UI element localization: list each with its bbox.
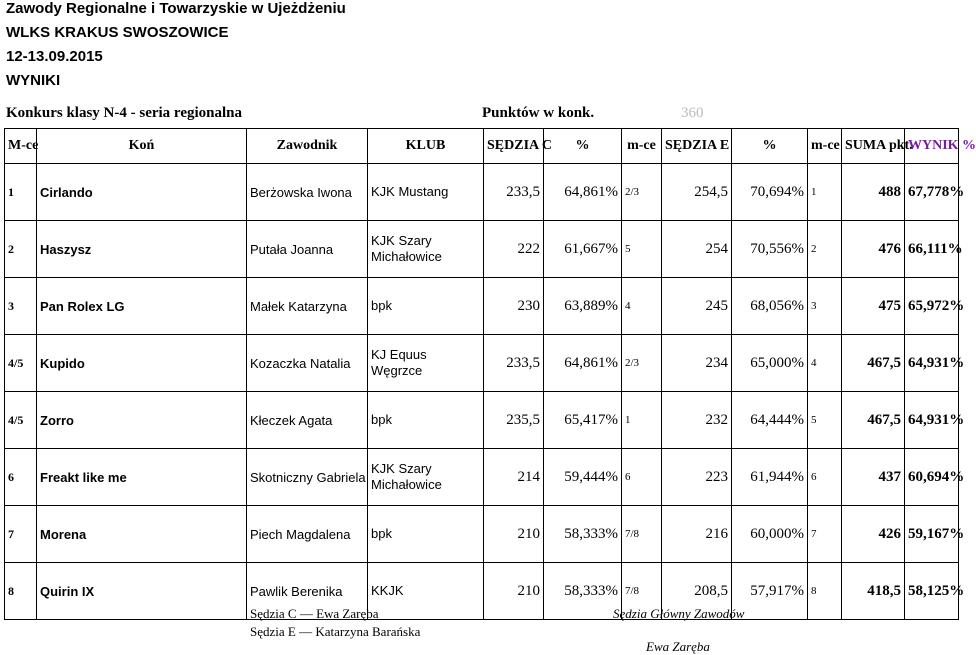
col-header-c-percent: % — [544, 129, 622, 164]
cell-judge-e: 208,5 — [662, 563, 732, 620]
cell-club: KJK Szary Michałowice — [368, 221, 484, 278]
cell-rider: Berżowska Iwona — [247, 164, 368, 221]
cell-judge-e-percent: 70,556% — [732, 221, 808, 278]
cell-sum: 426 — [842, 506, 905, 563]
cell-judge-e-percent: 57,917% — [732, 563, 808, 620]
cell-rider: Kłeczek Agata — [247, 392, 368, 449]
cell-horse: Haszysz — [37, 221, 247, 278]
cell-judge-e-percent: 61,944% — [732, 449, 808, 506]
cell-club: KJK Mustang — [368, 164, 484, 221]
col-header-e-percent: % — [732, 129, 808, 164]
cell-result: 59,167% — [905, 506, 959, 563]
cell-rider: Kozaczka Natalia — [247, 335, 368, 392]
cell-judge-c-mce: 7/8 — [622, 563, 662, 620]
cell-judge-c: 233,5 — [484, 335, 544, 392]
cell-judge-c-mce: 7/8 — [622, 506, 662, 563]
cell-rider: Piech Magdalena — [247, 506, 368, 563]
cell-club: bpk — [368, 392, 484, 449]
col-header-e-mce: m-ce — [808, 129, 842, 164]
cell-horse: Zorro — [37, 392, 247, 449]
points-label: Punktów w konk. — [482, 105, 595, 121]
cell-sum: 476 — [842, 221, 905, 278]
cell-sum: 467,5 — [842, 392, 905, 449]
cell-rider: Pawlik Berenika — [247, 563, 368, 620]
cell-judge-e-percent: 70,694% — [732, 164, 808, 221]
cell-judge-e-percent: 60,000% — [732, 506, 808, 563]
cell-judge-c: 230 — [484, 278, 544, 335]
cell-judge-e: 245 — [662, 278, 732, 335]
cell-sum: 488 — [842, 164, 905, 221]
col-header-klub: KLUB — [368, 129, 484, 164]
cell-judge-e-percent: 68,056% — [732, 278, 808, 335]
cell-sum: 437 — [842, 449, 905, 506]
cell-sum: 418,5 — [842, 563, 905, 620]
event-dates: 12-13.09.2015 — [6, 48, 103, 65]
cell-sum: 467,5 — [842, 335, 905, 392]
cell-club: bpk — [368, 278, 484, 335]
cell-judge-c-mce: 2/3 — [622, 335, 662, 392]
organizer-name: WLKS KRAKUS SWOSZOWICE — [6, 24, 229, 41]
cell-result: 64,931% — [905, 392, 959, 449]
cell-judge-c-percent: 59,444% — [544, 449, 622, 506]
table-row — [5, 506, 959, 563]
cell-mce: 1 — [5, 164, 37, 221]
cell-judge-c: 235,5 — [484, 392, 544, 449]
cell-judge-e: 223 — [662, 449, 732, 506]
cell-judge-c-mce: 6 — [622, 449, 662, 506]
cell-judge-e-mce: 1 — [808, 164, 842, 221]
cell-rider: Małek Katarzyna — [247, 278, 368, 335]
cell-judge-c-mce: 4 — [622, 278, 662, 335]
table-row — [5, 392, 959, 449]
cell-judge-c-percent: 63,889% — [544, 278, 622, 335]
cell-mce: 4/5 — [5, 335, 37, 392]
col-header-mce: M-ce — [5, 129, 37, 164]
cell-mce: 4/5 — [5, 392, 37, 449]
chief-judge-name: Ewa Zaręba — [646, 639, 710, 654]
cell-judge-c-mce: 2/3 — [622, 164, 662, 221]
event-title: Zawody Regionalne i Towarzyskie w Ujeżdżeniu — [6, 0, 346, 17]
cell-judge-e-percent: 65,000% — [732, 335, 808, 392]
cell-judge-c: 233,5 — [484, 164, 544, 221]
cell-judge-c-percent: 58,333% — [544, 563, 622, 620]
cell-result: 66,111% — [905, 221, 959, 278]
table-row — [5, 563, 959, 620]
cell-horse: Kupido — [37, 335, 247, 392]
col-header-c-mce: m-ce — [622, 129, 662, 164]
points-value: 360 — [681, 105, 704, 121]
table-row — [5, 449, 959, 506]
cell-judge-e: 254 — [662, 221, 732, 278]
cell-judge-e: 232 — [662, 392, 732, 449]
cell-rider: Skotniczny Gabriela — [247, 449, 368, 506]
col-header-zawodnik: Zawodnik — [247, 129, 368, 164]
cell-horse: Quirin IX — [37, 563, 247, 620]
cell-judge-c: 222 — [484, 221, 544, 278]
cell-judge-c: 210 — [484, 563, 544, 620]
results-table — [4, 128, 976, 620]
cell-result: 65,972% — [905, 278, 959, 335]
cell-mce: 7 — [5, 506, 37, 563]
cell-rider: Putała Joanna — [247, 221, 368, 278]
cell-horse: Freakt like me — [37, 449, 247, 506]
cell-horse: Morena — [37, 506, 247, 563]
cell-mce: 3 — [5, 278, 37, 335]
col-header-suma: SUMA pkt. — [842, 129, 905, 164]
cell-judge-e-mce: 8 — [808, 563, 842, 620]
cell-judge-e-mce: 4 — [808, 335, 842, 392]
cell-judge-e: 234 — [662, 335, 732, 392]
cell-judge-e-mce: 7 — [808, 506, 842, 563]
cell-judge-e-percent: 64,444% — [732, 392, 808, 449]
cell-club: KJ Equus Węgrzce — [368, 335, 484, 392]
cell-horse: Cirlando — [37, 164, 247, 221]
judge-c: Sędzia C — Ewa Zaręba — [250, 606, 379, 621]
cell-result: 64,931% — [905, 335, 959, 392]
cell-judge-c-percent: 64,861% — [544, 335, 622, 392]
cell-judge-c-percent: 65,417% — [544, 392, 622, 449]
results-heading: WYNIKI — [6, 72, 61, 89]
table-row — [5, 221, 959, 278]
table-row — [5, 164, 959, 221]
cell-judge-c-percent: 61,667% — [544, 221, 622, 278]
cell-club: KKJK — [368, 563, 484, 620]
cell-club: KJK Szary Michałowice — [368, 449, 484, 506]
col-header-wynik: WYNIK % — [905, 129, 959, 164]
cell-judge-e: 254,5 — [662, 164, 732, 221]
cell-judge-e: 216 — [662, 506, 732, 563]
cell-mce: 8 — [5, 563, 37, 620]
col-header-kon: Koń — [37, 129, 247, 164]
cell-sum: 475 — [842, 278, 905, 335]
judge-e: Sędzia E — Katarzyna Barańska — [250, 624, 421, 639]
cell-horse: Pan Rolex LG — [37, 278, 247, 335]
cell-club: bpk — [368, 506, 484, 563]
class-title: Konkurs klasy N-4 - seria regionalna — [6, 105, 242, 121]
cell-result: 60,694% — [905, 449, 959, 506]
col-header-sedzia-e: SĘDZIA E — [662, 129, 732, 164]
cell-judge-c-mce: 5 — [622, 221, 662, 278]
table-row — [5, 335, 959, 392]
cell-judge-c: 214 — [484, 449, 544, 506]
cell-judge-c-percent: 64,861% — [544, 164, 622, 221]
cell-judge-c: 210 — [484, 506, 544, 563]
cell-judge-c-percent: 58,333% — [544, 506, 622, 563]
cell-judge-e-mce: 3 — [808, 278, 842, 335]
cell-judge-e-mce: 5 — [808, 392, 842, 449]
cell-judge-c-mce: 1 — [622, 392, 662, 449]
table-row — [5, 278, 959, 335]
col-header-sedzia-c: SĘDZIA C — [484, 129, 544, 164]
cell-judge-e-mce: 6 — [808, 449, 842, 506]
cell-result: 67,778% — [905, 164, 959, 221]
cell-mce: 2 — [5, 221, 37, 278]
table-header-row — [5, 129, 959, 164]
cell-mce: 6 — [5, 449, 37, 506]
cell-judge-e-mce: 2 — [808, 221, 842, 278]
chief-judge-label: Sędzia Główny Zawodów — [613, 606, 745, 621]
cell-result: 58,125% — [905, 563, 959, 620]
